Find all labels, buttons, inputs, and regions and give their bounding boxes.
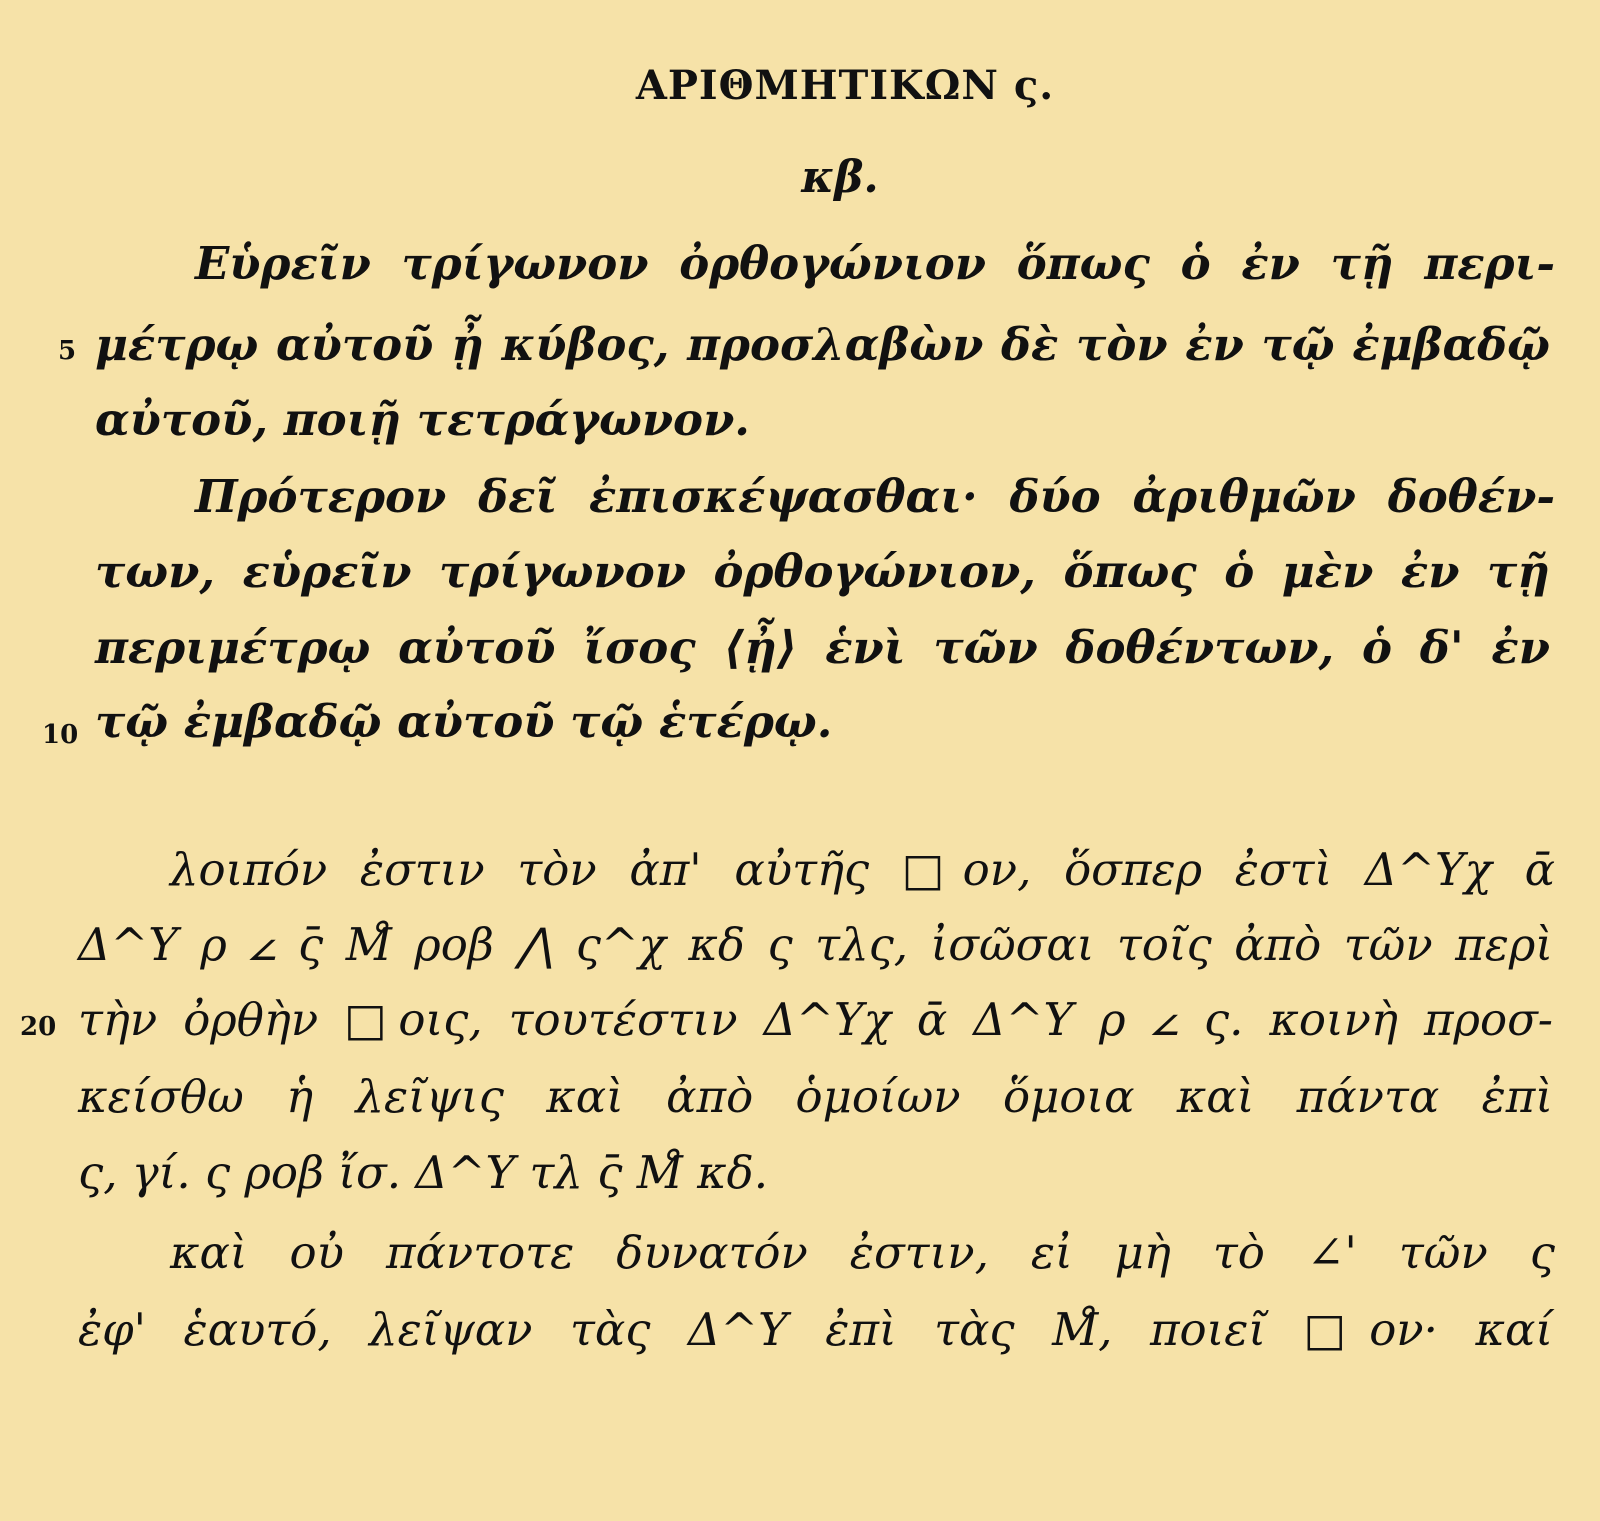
solution-line-3: τὴν ὀρθὴν □οις, τουτέστιν Δ^Υχ ᾱ Δ^Υ ρ 𐅵 ς. κοινὴ προσ-	[78, 993, 1553, 1046]
problem-line-1: Εὑρεῖν τρίγωνον ὀρθογώνιον ὅπως ὁ ἐν τῇ περι-	[195, 237, 1555, 290]
solution-line-1: λοιπόν ἐστιν τὸν ἀπ' αὐτῆς □ον, ὅσπερ ἐστὶ Δ^Υχ ᾱ	[170, 843, 1555, 896]
solution-line-4: κείσθω ἡ λεῖψις καὶ ἀπὸ ὁμοίων ὅμοια καὶ πάντα ἐπὶ	[78, 1070, 1553, 1123]
margin-number-20: 20	[20, 1012, 57, 1042]
lemma-line-1: Πρότερον δεῖ ἐπισκέψασθαι· δύο ἀριθμῶν δοθέν-	[195, 470, 1555, 523]
lemma-line-2: των, εὑρεῖν τρίγωνον ὀρθογώνιον, ὅπως ὁ μὲν ἐν τῇ	[95, 545, 1550, 598]
remark-line-1: καὶ οὐ πάντοτε δυνατόν ἐστιν, εἰ μὴ τὸ ∠' τῶν ς	[170, 1226, 1555, 1279]
margin-number-5: 5	[58, 336, 77, 366]
lemma-line-3: περιμέτρῳ αὐτοῦ ἴσος ⟨ᾖ⟩ ἑνὶ τῶν δοθέντων, ὁ δ' ἐν	[95, 621, 1550, 674]
remark-line-2: ἐφ' ἑαυτό, λεῖψαν τὰς Δ^Υ ἐπὶ τὰς Μ̊, ποιεῖ □ον· καί	[78, 1303, 1553, 1356]
running-head: ΑΡΙΘΜΗΤΙΚΩΝ ς.	[635, 62, 1055, 109]
problem-line-2: μέτρῳ αὐτοῦ ᾖ κύβος, προσλαβὼν δὲ τὸν ἐν τῷ ἐμβαδῷ	[95, 318, 1550, 371]
lemma-line-4: τῷ ἐμβαδῷ αὐτοῦ τῷ ἑτέρῳ.	[95, 695, 833, 748]
section-number: κβ.	[801, 152, 879, 203]
solution-line-2: Δ^Υ ρ 𐅵 ς̄ Μ̊ ροβ ⋀ ς^χ κδ ς τλς, ἰσῶσαι τοῖς ἀπὸ τῶν περὶ	[78, 918, 1553, 971]
margin-number-10: 10	[42, 720, 79, 750]
solution-line-5: ς, γί. ς ροβ ἴσ. Δ^Υ τλ ς̄ Μ̊ κδ.	[78, 1146, 769, 1199]
problem-line-3: αὐτοῦ, ποιῇ τετράγωνον.	[95, 393, 750, 446]
